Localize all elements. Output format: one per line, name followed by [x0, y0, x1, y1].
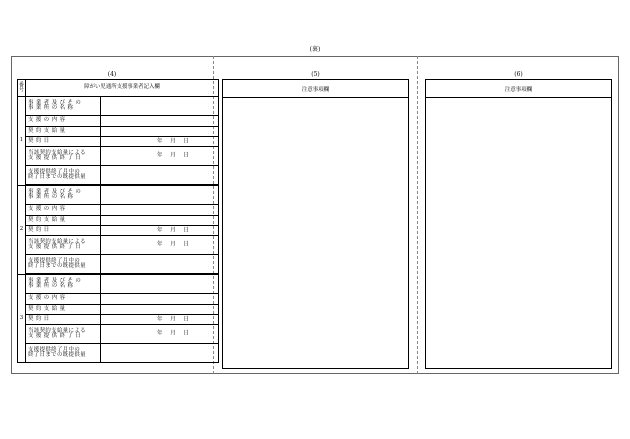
- label-used-amount: 支援提供終了月中の 終了日までの既提供量: [26, 166, 101, 185]
- value-provider[interactable]: [101, 275, 219, 294]
- date-placeholder: 年 月 日: [157, 137, 192, 144]
- label-provider: 事 業 者 及 び そ の 事 業 所 の 名 称: [26, 275, 101, 294]
- value-content[interactable]: [101, 116, 219, 127]
- value-end-date[interactable]: [101, 236, 219, 255]
- value-contract-date[interactable]: [101, 315, 219, 325]
- value-end-date[interactable]: [101, 325, 219, 344]
- value-content[interactable]: [101, 294, 219, 305]
- label-content: 支 援 の 内 容: [26, 294, 101, 305]
- value-provider[interactable]: [101, 186, 219, 205]
- value-provider[interactable]: [101, 97, 219, 116]
- label-contract-date: 契 約 日: [26, 226, 101, 236]
- value-used-amount[interactable]: [101, 255, 219, 274]
- provider-record-table: [17, 79, 219, 363]
- label-end-date: 当該契約支給量による 支 援 提 供 終 了 日: [26, 236, 101, 255]
- column-title: 障がい児通所支援事業者記入欄: [26, 80, 219, 97]
- value-content[interactable]: [101, 205, 219, 216]
- label-contract-date: 契 約 日: [26, 137, 101, 147]
- value-contract-date[interactable]: [101, 226, 219, 236]
- value-amount[interactable]: [101, 127, 219, 137]
- entry-number: 3: [18, 275, 26, 363]
- label-used-amount: 支援提供終了月中の 終了日までの既提供量: [26, 344, 101, 363]
- label-amount: 契 約 支 給 量: [26, 305, 101, 315]
- value-used-amount[interactable]: [101, 344, 219, 363]
- entry-number: 2: [18, 186, 26, 275]
- date-placeholder: 年 月 日: [157, 152, 192, 159]
- page-side-label: (裏): [309, 46, 321, 53]
- column-number: (5): [311, 71, 320, 78]
- fold-line: [417, 56, 418, 374]
- column-number: (4): [107, 71, 117, 78]
- value-amount[interactable]: [101, 305, 219, 315]
- label-end-date: 当該契約支給量による 支 援 提 供 終 了 日: [26, 325, 101, 344]
- date-placeholder: 年 月 日: [157, 226, 192, 233]
- value-used-amount[interactable]: [101, 166, 219, 185]
- label-amount: 契 約 支 給 量: [26, 216, 101, 226]
- notes-title: 注意事項欄: [426, 80, 611, 98]
- label-amount: 契 約 支 給 量: [26, 127, 101, 137]
- date-placeholder: 年 月 日: [157, 315, 192, 322]
- label-content: 支 援 の 内 容: [26, 205, 101, 216]
- number-header-label: 番号: [18, 82, 24, 93]
- notes-box: [425, 79, 612, 369]
- label-provider: 事 業 者 及 び そ の 事 業 所 の 名 称: [26, 97, 101, 116]
- date-placeholder: 年 月 日: [157, 330, 192, 337]
- header-number-cell: [18, 80, 26, 97]
- value-amount[interactable]: [101, 216, 219, 226]
- entry-number: 1: [18, 97, 26, 186]
- value-end-date[interactable]: [101, 147, 219, 166]
- label-end-date: 当該契約支給量による 支 援 提 供 終 了 日: [26, 147, 101, 166]
- notes-title: 注意事項欄: [223, 80, 408, 98]
- column-number: (6): [514, 71, 523, 78]
- date-placeholder: 年 月 日: [157, 241, 192, 248]
- label-contract-date: 契 約 日: [26, 315, 101, 325]
- label-provider: 事 業 者 及 び そ の 事 業 所 の 名 称: [26, 186, 101, 205]
- notes-box: [222, 79, 409, 369]
- label-content: 支 援 の 内 容: [26, 116, 101, 127]
- value-contract-date[interactable]: [101, 137, 219, 147]
- label-used-amount: 支援提供終了月中の 終了日までの既提供量: [26, 255, 101, 274]
